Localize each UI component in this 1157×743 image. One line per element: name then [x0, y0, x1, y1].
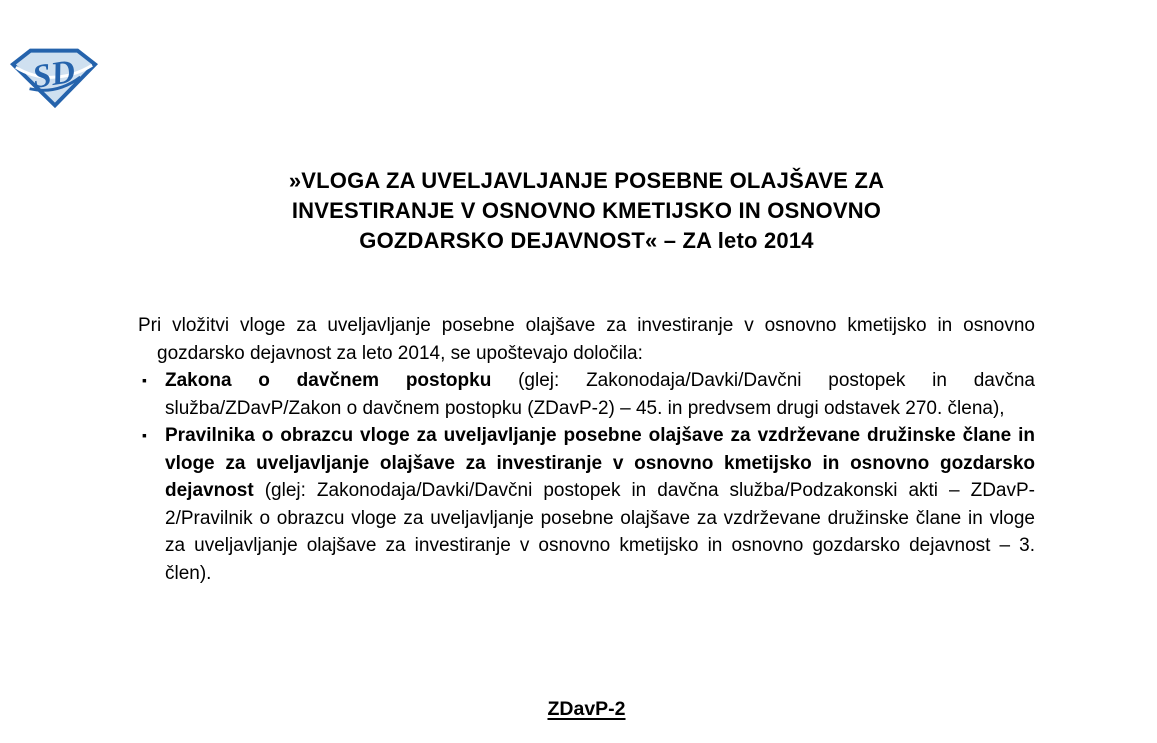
footer-reference — [138, 697, 1035, 721]
intro-paragraph: Pri vložitvi vloge za uveljavljanje posebne olajšave za investiranje v osnovno kmetijsko in osnovno gozdarsko dejavnost za leto 2014, se upoštevajo določila: — [138, 315, 1035, 364]
bullet-bold-text: Zakona o davčnem postopku — [165, 370, 492, 391]
title-line-2: INVESTIRANJE V OSNOVNO KMETIJSKO IN OSNOVNO — [291, 198, 882, 223]
body-text — [138, 312, 1035, 587]
bullet-square-icon: ▪ — [142, 372, 147, 388]
bullet-bold-text: Pravilnika o obrazcu vloge za uveljavljanje posebne olajšave za vzdrževane družinske člane in vloge za uveljavljanje olajšave za investiranje v osnovno kmetijsko in osnovno gozdarsko dejavnost — [165, 425, 1035, 501]
bullet-item-zakon — [138, 367, 1035, 422]
title-line-3: GOZDARSKO DEJAVNOST« – ZA leto 2014 — [359, 228, 814, 253]
bullet-item-pravilnik — [138, 422, 1035, 587]
bullet-regular-text: (glej: Zakonodaja/Davki/Davčni postopek in davčna služba/Podzakonski akti – ZDavP-2/Pravilnik o obrazcu vloge za uveljavljanje posebne olajšave za vzdrževane družinske člane in vloge za uveljavljanje olajšave za investiranje v osnovno kmetijsko in osnovno gozdarsko dejavnost – 3. člen). — [165, 480, 1035, 584]
title-line-1: »VLOGA ZA UVELJAVLJANJE POSEBNE OLAJŠAVE ZA — [288, 168, 885, 193]
bullet-regular-text: (glej: Zakonodaja/Davki/Davčni postopek in davčna služba/ZDavP/Zakon o davčnem postopku (ZDavP-2) – 45. in predvsem drugi odstavek 270. člena), — [165, 370, 1036, 419]
footer-reference-text: ZDavP-2 — [547, 698, 626, 720]
bullet-square-icon: ▪ — [142, 427, 147, 443]
bullet-list — [138, 367, 1035, 587]
svg-text:SD: SD — [30, 52, 78, 96]
sd-logo-icon — [10, 47, 98, 109]
document-title — [138, 166, 1035, 256]
